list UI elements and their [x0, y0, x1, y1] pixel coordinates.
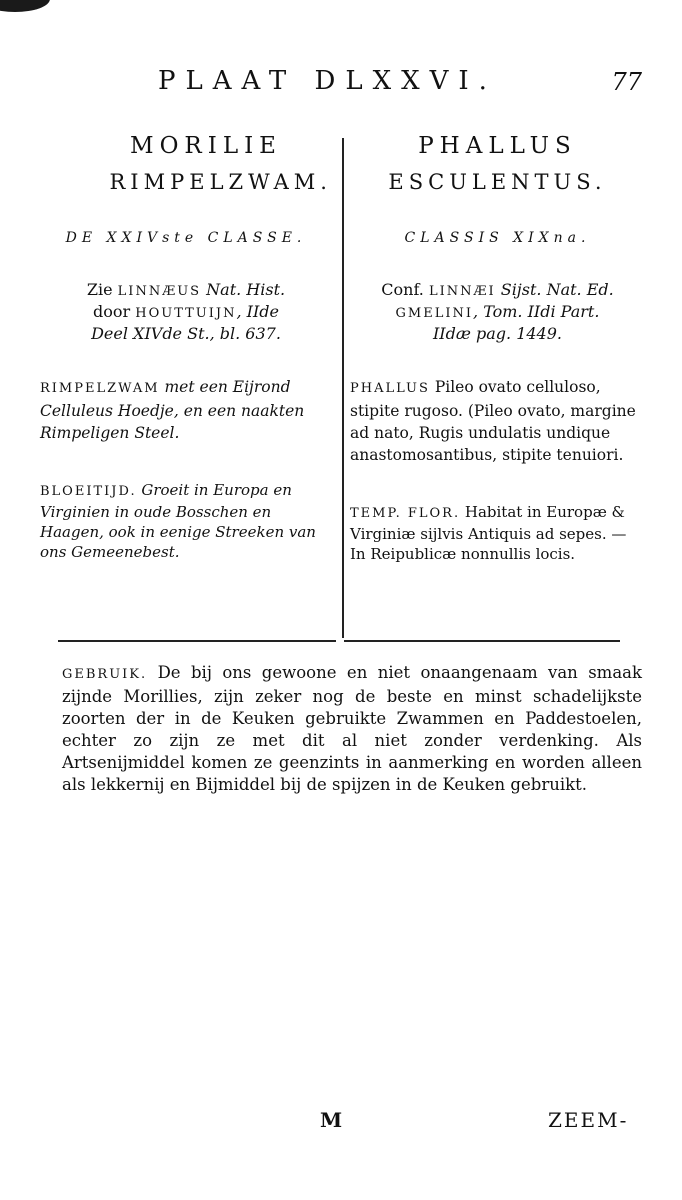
ref-work: , IIde — [236, 302, 279, 321]
latin-name-line-1: PHALLUS — [418, 133, 577, 159]
dutch-description — [40, 376, 332, 444]
two-column-section — [40, 128, 640, 648]
ref-volume: IIdæ pag. 1449. — [432, 324, 562, 343]
page-number: 77 — [611, 68, 642, 96]
latin-bloom-time — [350, 502, 645, 564]
page-header — [0, 62, 682, 102]
latin-reference — [350, 280, 645, 344]
ref-author: GMELINI — [395, 306, 474, 321]
desc-text: met een Eijrond Celluleus Hoedje, en een naakten Rimpeligen Steel. — [40, 378, 305, 442]
ref-author: HOUTTUIJN — [135, 306, 237, 321]
usage-paragraph — [62, 662, 642, 796]
ref-text: Conf. — [381, 280, 429, 299]
desc-lead: RIMPELZWAM — [40, 381, 160, 396]
bloom-text: Habitat in Europæ & Virginiæ sijlvis Antiquis ad sepes. — In Reipublicæ nonnullis locis. — [350, 503, 627, 563]
dutch-name-line-2: RIMPELZWAM. — [109, 170, 332, 194]
dutch-class-line: DE XXIVste CLASSE. — [65, 230, 307, 246]
desc-text: Pileo ovato celluloso, stipite rugoso. (Pileo ovato, margine ad nato, Rugis undulatis undique anastomosantibus, stipite tenuiori. — [350, 378, 636, 464]
signature-mark: M — [320, 1108, 343, 1132]
ref-volume: Deel XIVde St., bl. 637. — [91, 324, 281, 343]
ref-author: LINNÆUS — [117, 284, 202, 299]
latin-name-line-2: ESCULENTUS. — [388, 170, 607, 194]
ref-work: , Tom. IIdi Part. — [473, 302, 600, 321]
ref-work: Sijst. Nat. Ed. — [495, 280, 614, 299]
bloom-lead: BLOEITIJD. — [40, 484, 137, 499]
separator-rule-right — [344, 640, 620, 642]
latin-column — [350, 128, 645, 564]
dutch-column — [40, 128, 332, 562]
separator-rule-left — [58, 640, 336, 642]
column-divider — [342, 138, 344, 638]
usage-text: De bij ons gewoone en niet onaangenaam van smaak zijnde Morillies, zijn zeker nog de beste en minst schadelijkste zoorten der in de Keuken gebruikte Zwammen en Paddestoelen, echter zo zijn ze met dit al niet zonder verdenking. Als Artsenijmiddel komen ze geenzints in aanmerking en worden alleen als lekkernij en Bijmiddel bij de spijzen in de Keuken gebruikt. — [62, 663, 642, 794]
ink-blot — [0, 0, 50, 12]
ref-work: Nat. Hist. — [201, 280, 286, 299]
desc-lead: PHALLUS — [350, 381, 430, 396]
dutch-reference — [40, 280, 332, 344]
ref-text: door — [93, 302, 136, 321]
bloom-lead: TEMP. FLOR. — [350, 506, 461, 521]
latin-description — [350, 376, 645, 466]
ref-text: Zie — [86, 280, 118, 299]
usage-lead: GEBRUIK. — [62, 667, 148, 682]
latin-class-line: CLASSIS XIXna. — [404, 230, 591, 246]
plate-title: PLAAT DLXXVI. — [158, 66, 497, 96]
dutch-name-line-1: MORILIE — [130, 133, 282, 159]
ref-author: LINNÆI — [428, 284, 496, 299]
catchword: ZEEM- — [548, 1108, 629, 1132]
dutch-bloom-time — [40, 480, 332, 562]
bloom-text: Groeit in Europa en Virginien in oude Bosschen en Haagen, ook in eenige Streeken van ons Gemeenebest. — [40, 481, 316, 561]
